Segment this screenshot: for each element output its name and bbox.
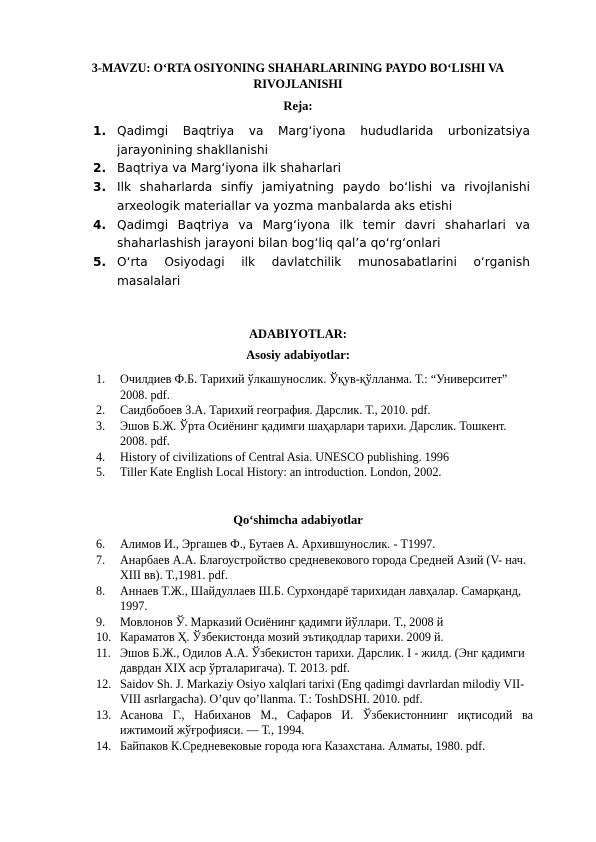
reference-number: 10.: [96, 630, 112, 644]
reference-text: Эшов Б.Ж., Одилов А.А. Ўзбекистон тарихи. Дарслик. I - жилд. (Энг қадимги даврдан XIX аср ўрталаригача). Т. 2013. pdf.: [120, 645, 525, 675]
reference-number: 1.: [96, 372, 106, 386]
reference-number: 13.: [96, 707, 112, 722]
reference-item: [96, 584, 533, 615]
reference-number: 4.: [96, 449, 106, 464]
reference-text: History of civilizations of Central Asia. UNESCO publishing. 1996: [120, 449, 450, 464]
reference-number: 14.: [96, 738, 112, 753]
reference-number: 7.: [96, 552, 106, 567]
reference-item: [96, 465, 533, 481]
reference-item: [96, 403, 533, 419]
reference-text: Эшов Б.Ж. Ўрта Осиёнинг қадимги шаҳарлари тарихи. Дарслик. Тошкент. 2008. pdf.: [120, 418, 507, 448]
plan-item: [93, 253, 530, 290]
plan-item-text: O‘rta Osiyodagi ilk davlatchilik munosabatlarini o‘rganish masalalari: [117, 254, 530, 288]
plan-item-number: 3.: [93, 180, 107, 195]
plan-item-number: 1.: [93, 124, 107, 138]
reference-item: [96, 739, 533, 755]
reference-item: [96, 450, 533, 466]
reference-number: 12.: [96, 676, 112, 691]
reference-number: 11.: [96, 645, 111, 660]
plan-item: [93, 178, 530, 215]
reference-item: [96, 708, 533, 739]
plan-item: [93, 159, 530, 178]
reference-item: [96, 419, 533, 450]
reference-number: 6.: [96, 537, 106, 551]
plan-item-text: Qadimgi Baqtriya va Marg‘iyona ilk temir davri shaharlari va shaharlashish jarayoni bilan bog‘liq qal’a qo‘rg‘onlari: [117, 217, 530, 251]
plan-item-text: Baqtriya va Marg‘iyona ilk shaharlari: [117, 161, 342, 176]
plan-item-number: 4.: [93, 217, 107, 232]
reference-text: Байпаков К.Средневековые города юга Казахстана. Алматы, 1980. pdf.: [120, 738, 486, 753]
reference-item: [96, 537, 533, 553]
reference-number: 8.: [96, 583, 106, 598]
reference-item: [96, 677, 533, 708]
reference-text: Аннаев Т.Ж., Шайдуллаев Ш.Б. Сурхондарё тарихидан лавҳалар. Самарқанд, 1997.: [120, 583, 522, 613]
plan-item: [93, 216, 530, 253]
reference-text: Анарбаев А.А. Благоустройство средневекового города Средней Азий (V- нач. XIII вв). Т.,1981. pdf.: [120, 552, 526, 582]
literature-heading: ADABIYOTLAR:: [249, 327, 347, 341]
reference-item: [96, 553, 533, 584]
main-references-list: [96, 372, 533, 481]
plan-item: [93, 122, 530, 159]
reference-text: Tiller Kate English Local History: an introduction. London, 2002.: [120, 465, 442, 479]
plan-item-text: Qadimgi Baqtriya va Marg‘iyona hududlarida urbonizatsiya jarayonining shakllanishi: [117, 124, 530, 157]
document-title: 3-MAVZU: O‘RTA OSIYONING SHAHARLARINING PAYDO BO‘LISHI VA RIVOJLANISHI: [91, 61, 505, 91]
plan-list: [93, 122, 530, 290]
reference-item: [96, 646, 533, 677]
reference-number: 5.: [96, 465, 106, 479]
plan-heading: Reja:: [283, 99, 313, 113]
reference-text: Асанова Г., Набиханов М., Сафаров И. Ўзбекистоннинг иқтисодий ва ижтимоий жўғрофияси. — Т., 1994.: [120, 707, 533, 737]
supplementary-literature-heading: Qo‘shimcha adabiyotlar: [233, 513, 363, 527]
reference-number: 2.: [96, 403, 106, 417]
reference-text: Очилдиев Ф.Б. Тарихий ўлкашунослик. Ўқув-қўлланма. Т.: “Университет” 2008. pdf.: [120, 372, 508, 402]
reference-item: [96, 372, 533, 403]
reference-text: Saidov Sh. J. Markaziy Osiyo xalqlari tarixi (Eng qadimgi davrlardan milodiy VII-VIII asrlargacha). O’quv qo’llanma. T.: ToshDSHI. 2010. pdf.: [120, 676, 525, 706]
plan-item-number: 2.: [93, 161, 107, 176]
plan-item-number: 5.: [93, 254, 107, 269]
plan-item-text: Ilk shaharlarda sinfiy jamiyatning paydo bo‘lishi va rivojlanishi arxeologik materiallar va yozma manbalarda aks etishi: [117, 180, 530, 213]
supplementary-references-list: [96, 537, 533, 754]
reference-text: Алимов И., Эргашев Ф., Бутаев А. Архившунослик. - Т1997.: [120, 537, 436, 551]
reference-number: 9.: [96, 614, 106, 629]
main-literature-heading: Asosiy adabiyotlar:: [246, 348, 350, 362]
reference-text: Караматов Ҳ. Ўзбекистонда мозий эътиқодлар тарихи. 2009 й.: [120, 630, 444, 644]
reference-number: 3.: [96, 418, 106, 433]
reference-item: [96, 615, 533, 631]
reference-item: [96, 630, 533, 646]
reference-text: Саидбобоев З.А. Тарихий география. Дарслик. Т., 2010. pdf.: [120, 403, 431, 417]
reference-text: Мовлонов Ў. Марказий Осиёнинг қадимги йўллари. Т., 2008 й: [120, 614, 444, 629]
